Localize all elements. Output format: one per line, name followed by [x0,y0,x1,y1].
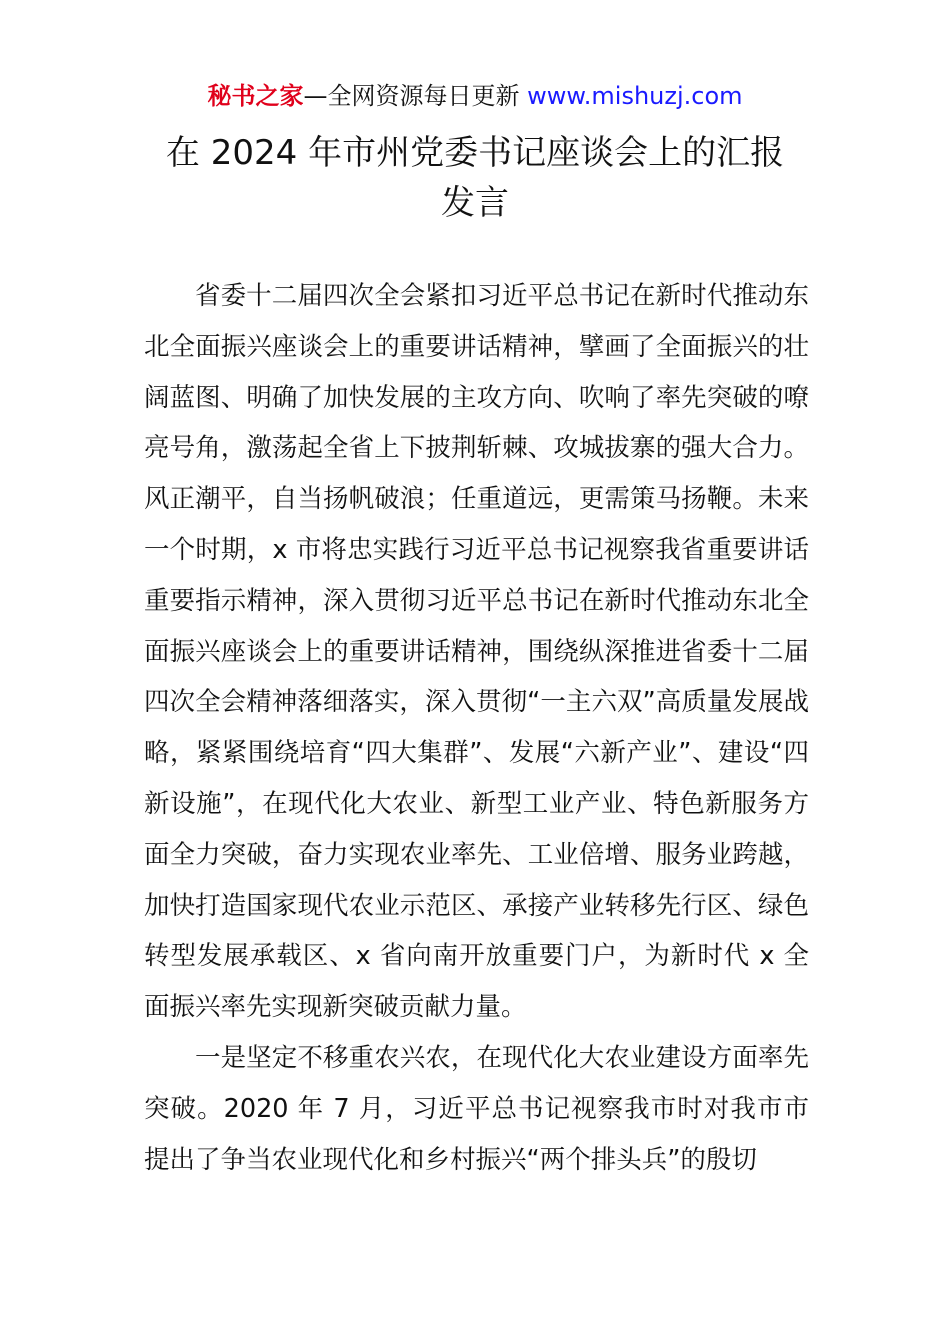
document-title [0,128,950,228]
document-title-line-2: 发言 [441,183,509,223]
body-paragraph: 一是坚定不移重农兴农，在现代化大农业建设方面率先突破。2020 年 7 月，习近平总书记视察我市时对我市市提出了争当农业现代化和乡村振兴“两个排头兵”的殷切 [144,1042,809,1175]
site-banner [0,80,950,112]
document-title-line-1: 在 2024 年市州党委书记座谈会上的汇报 [165,133,785,173]
body-paragraph: 省委十二届四次全会紧扣习近平总书记在新时代推动东北全面振兴座谈会上的重要讲话精神，擘画了全面振兴的壮阔蓝图、明确了加快发展的主攻方向、吹响了率先突破的嘹亮号角，激荡起全省上下披荆斩棘、攻城拔寨的强大合力。风正潮平，自当扬帆破浪；任重道远，更需策马扬鞭。未来一个时期，x 市将忠实践行习近平总书记视察我省重要讲话重要指示精神，深入贯彻习近平总书记在新时代推动东北全面振兴座谈会上的重要讲话精神，围绕纵深推进省委十二届四次全会精神落细落实，深入贯彻“一主六双”高质量发展战略，紧紧围绕培育“四大集群”、发展“六新产业”、建设“四新设施”，在现代化大农业、新型工业产业、特色新服务方面全力突破，奋力实现农业率先、工业倍增、服务业跨越，加快打造国家现代农业示范区、承接产业转移先行区、绿色转型发展承载区、x 省向南开放重要门户，为新时代 x 全面振兴率先实现新突破贡献力量。 [144,281,809,1023]
banner-slogan: —全网资源每日更新 [303,82,528,110]
banner-brand: 秘书之家 [207,82,304,110]
document-body [144,271,809,1185]
banner-site-link[interactable]: www.mishuzj.com [527,82,743,110]
